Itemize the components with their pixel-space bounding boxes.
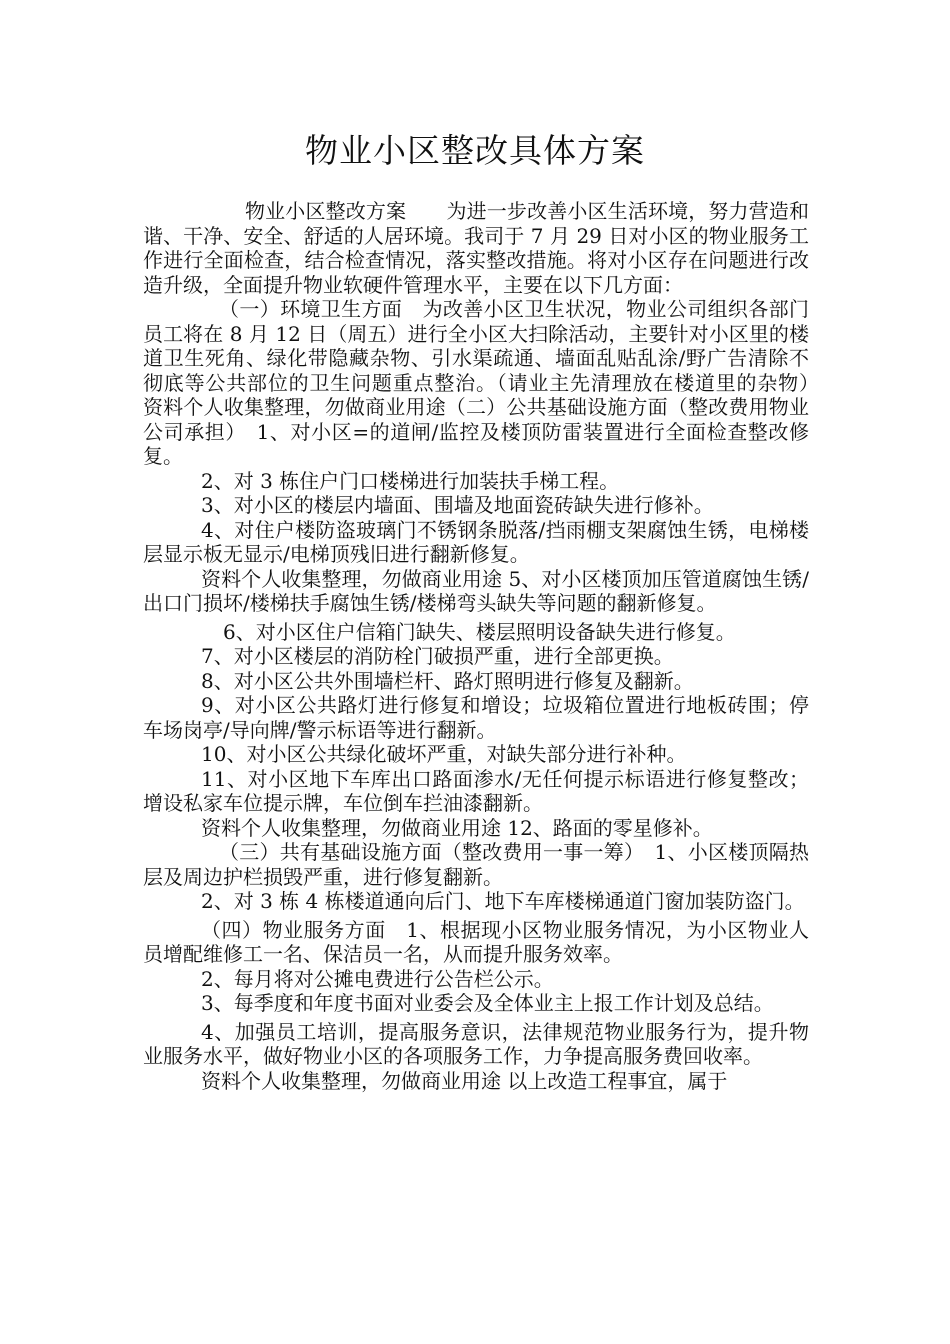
item-8-paragraph: 8、对小区公共外围墙栏杆、路灯照明进行修复及翻新。 <box>201 668 694 693</box>
section-4-item-2-paragraph: 2、每月将对公摊电费进行公告栏公示。 <box>201 966 554 991</box>
intro-paragraph: 物业小区整改方案 为进一步改善小区生活环境，努力营造和谐、干净、安全、舒适的人居环境。我司于 7 月 29 日对小区的物业服务工作进行全面检查，结合检查情况，落实整改措施。将对小区存在问题进行改造升级，全面提升物业软硬件管理水平，主要在以下几方面： <box>143 199 809 297</box>
item-11-paragraph: 11、对小区地下车库出口路面渗水/无任何提示标语进行修复整改；增设私家车位提示牌，车位倒车拦油漆翻新。 <box>143 766 809 815</box>
item-2-paragraph: 2、对 3 栋住户门口楼梯进行加装扶手梯工程。 <box>201 468 620 493</box>
section-3-paragraph: （三）共有基础设施方面（整改费用一事一筹） 1、小区楼顶隔热层及周边护栏损毁严重，进行修复翻新。 <box>143 840 809 889</box>
section-4-paragraph: （四）物业服务方面 1、根据现小区物业服务情况，为小区物业人员增配维修工一名、保洁员一名，从而提升服务效率。 <box>143 917 809 966</box>
document-title: 物业小区整改具体方案 <box>305 131 645 170</box>
item-4-paragraph: 4、对住户楼防盗玻璃门不锈钢条脱落/挡雨棚支架腐蚀生锈，电梯楼层显示板无显示/电梯顶残旧进行翻新修复。 <box>143 517 809 566</box>
section-3-item-2-paragraph: 2、对 3 栋 4 栋楼道通向后门、地下车库楼梯通道门窗加装防盗门。 <box>201 889 805 913</box>
item-3-paragraph: 3、对小区的楼层内墙面、围墙及地面瓷砖缺失进行修补。 <box>201 493 714 517</box>
section-4-item-3-paragraph: 3、每季度和年度书面对业委会及全体业主上报工作计划及总结。 <box>201 991 774 1015</box>
closing-paragraph: 资料个人收集整理，勿做商业用途 以上改造工程事宜，属于 <box>201 1068 728 1093</box>
item-10-paragraph: 10、对小区公共绿化破坏严重，对缺失部分进行补种。 <box>201 742 687 766</box>
section-1-paragraph: （一）环境卫生方面 为改善小区卫生状况，物业公司组织各部门员工将在 8 月 12 日（周五）进行全小区大扫除活动，主要针对小区里的楼道卫生死角、绿化带隐藏杂物、引水渠疏通、墙面乱贴乱涂/野广告清除不彻底等公共部位的卫生问题重点整治。（请业主先清理放在楼道里的杂物） 资料个人收集整理，勿做商业用途（二）公共基础设施方面（整改费用物业公司承担） 1、对小区=的道闸/监控及楼顶防雷装置进行全面检查整改修复。 <box>143 297 829 468</box>
item-7-paragraph: 7、对小区楼层的消防栓门破损严重，进行全部更换。 <box>201 644 674 668</box>
item-6-paragraph: 6、对小区住户信箱门缺失、楼层照明设备缺失进行修复。 <box>223 619 736 644</box>
document-body <box>143 199 829 1093</box>
section-4-item-4-paragraph: 4、加强员工培训，提高服务意识，法律规范物业服务行为，提升物业服务水平，做好物业小区的各项服务工作，力争提高服务费回收率。 <box>143 1019 809 1068</box>
item-9-paragraph: 9、对小区公共路灯进行修复和增设；垃圾箱位置进行地板砖围；停车场岗亭/导向牌/警示标语等进行翻新。 <box>143 693 809 742</box>
item-12-paragraph: 资料个人收集整理，勿做商业用途 12、路面的零星修补。 <box>201 815 713 840</box>
item-5-paragraph: 资料个人收集整理，勿做商业用途 5、对小区楼顶加压管道腐蚀生锈/出口门损坏/楼梯扶手腐蚀生锈/楼梯弯头缺失等问题的翻新修复。 <box>143 566 809 615</box>
